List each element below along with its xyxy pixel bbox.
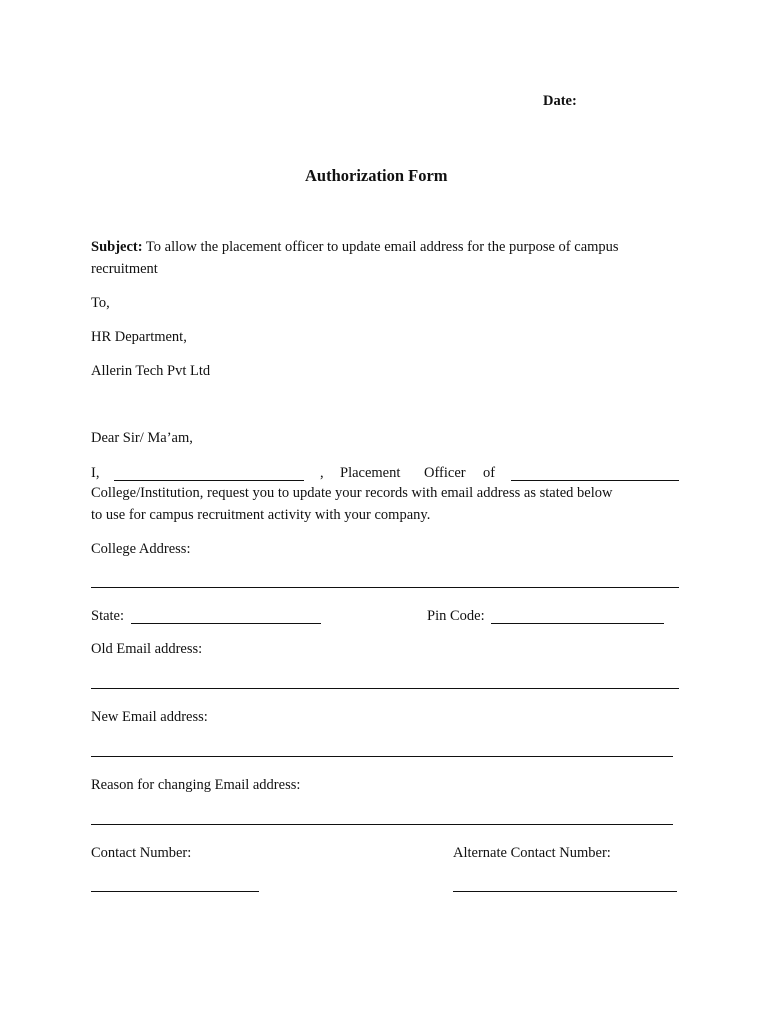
to-line: To, [91, 295, 110, 311]
college-address-field[interactable] [91, 587, 679, 588]
body-officer-word: Officer [424, 465, 466, 481]
body-line-2: College/Institution, request you to update your records with email address as stated below [91, 485, 613, 501]
department-line: HR Department, [91, 329, 187, 345]
salutation: Dear Sir/ Ma’am, [91, 430, 193, 446]
state-field[interactable] [131, 623, 321, 624]
officer-name-field[interactable] [114, 480, 304, 481]
college-address-label: College Address: [91, 541, 191, 557]
body-of-word: of [483, 465, 496, 481]
subject-text: To allow the placement officer to update email address for the purpose of campus [142, 239, 619, 255]
body-comma: , [320, 465, 324, 481]
subject-label: Subject: [91, 239, 143, 255]
new-email-label: New Email address: [91, 709, 208, 725]
reason-label: Reason for changing Email address: [91, 777, 301, 793]
reason-field[interactable] [91, 824, 673, 825]
subject-line-1 [91, 239, 619, 256]
contact-number-field[interactable] [91, 891, 259, 892]
body-placement-word: Placement [340, 465, 401, 481]
state-label: State: [91, 608, 125, 624]
subject-line-2: recruitment [91, 261, 158, 277]
alternate-contact-label: Alternate Contact Number: [453, 845, 611, 861]
pin-code-field[interactable] [491, 623, 664, 624]
body-line-3: to use for campus recruitment activity with your company. [91, 507, 431, 523]
pin-code-label: Pin Code: [427, 608, 485, 624]
body-i-label: I, [91, 465, 100, 481]
date-label: Date: [543, 93, 577, 109]
college-name-field[interactable] [511, 480, 679, 481]
old-email-label: Old Email address: [91, 641, 203, 657]
contact-number-label: Contact Number: [91, 845, 192, 861]
page-title: Authorization Form [305, 166, 448, 185]
new-email-field[interactable] [91, 756, 673, 757]
company-line: Allerin Tech Pvt Ltd [91, 363, 211, 379]
old-email-field[interactable] [91, 688, 679, 689]
alternate-contact-field[interactable] [453, 891, 677, 892]
